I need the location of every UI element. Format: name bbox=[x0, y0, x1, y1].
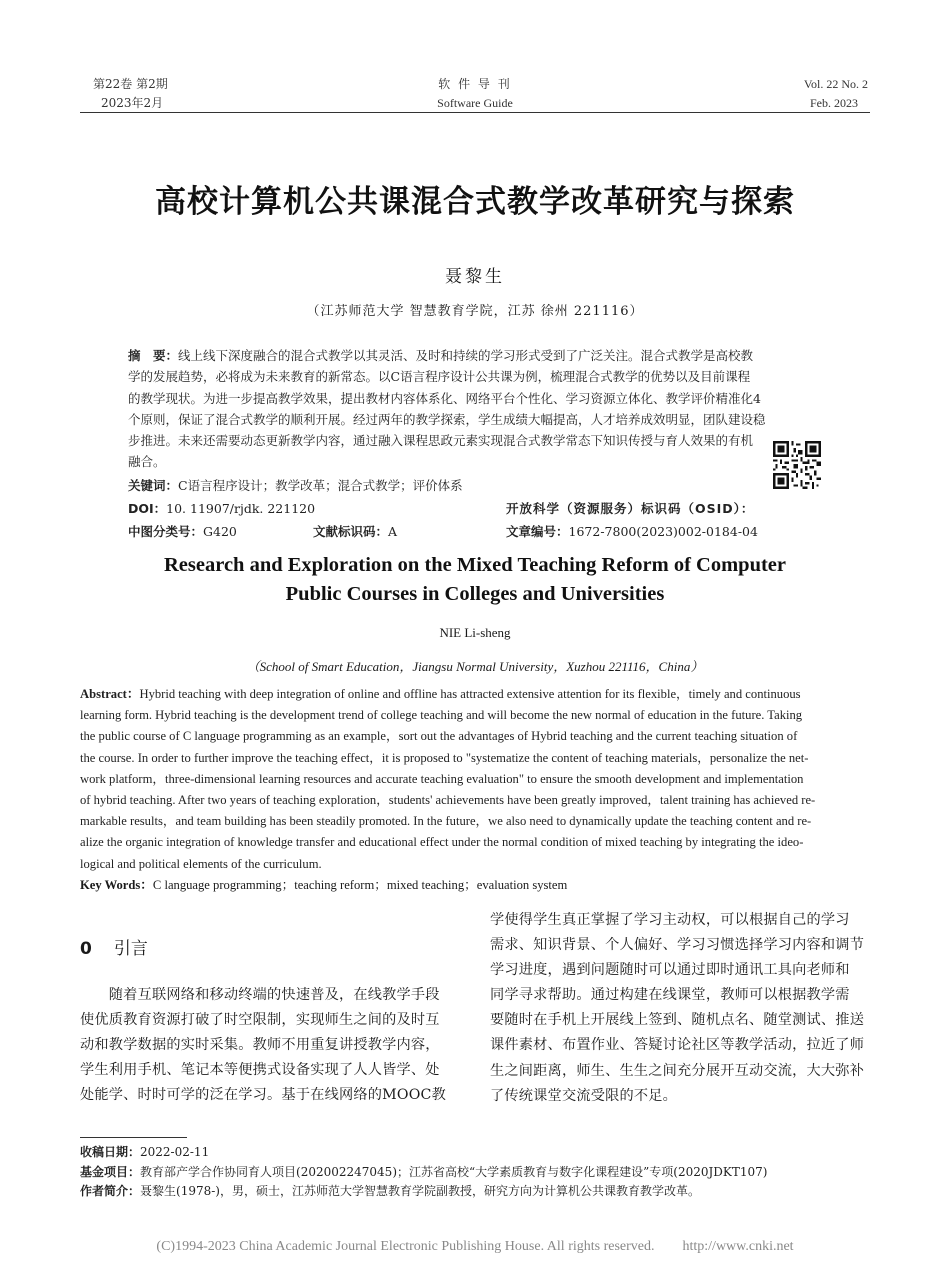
clc-label: 中图分类号： bbox=[128, 524, 204, 539]
keywords-en bbox=[80, 874, 870, 893]
footnote-rule bbox=[80, 1137, 187, 1138]
paper-title-en-line: Public Courses in Colleges and Universities bbox=[285, 583, 665, 605]
keywords-cn-label: 关键词： bbox=[128, 478, 179, 493]
abstract-cn-line: 的教学现状。为进一步提高教学效果，提出教材内容体系化、网络平台个性化、学习资源立体化、教学评价精准化4 bbox=[128, 390, 761, 406]
clc-number bbox=[128, 523, 237, 541]
abstract-en-line: alize the organic integration of knowledge transfer and educational effect under the normal condition of mixed teaching by integrating the ideo- bbox=[80, 835, 804, 850]
keywords-cn bbox=[128, 477, 463, 495]
footnotes bbox=[80, 1143, 870, 1202]
body-column-right bbox=[490, 908, 870, 1109]
abstract-cn-label: 摘 要： bbox=[128, 348, 179, 363]
abstract-en-line: the public course of C language programming as an example，sort out the advantages of Hybrid teaching and the current teaching situation of bbox=[80, 729, 798, 744]
abstract-cn bbox=[128, 345, 822, 473]
body-line: 处能学、时时可学的泛在学习。基于在线网络的MOOC教 bbox=[80, 1087, 446, 1104]
qr-code-icon bbox=[773, 441, 821, 489]
osid bbox=[506, 500, 754, 518]
author-en: NIE Li-sheng bbox=[439, 625, 511, 640]
affiliation-cn: （江苏师范大学 智慧教育学院，江苏 徐州 221116） bbox=[306, 304, 644, 319]
body-line: 课件素材、布置作业、答疑讨论社区等教学活动，拉近了师 bbox=[490, 1037, 865, 1054]
header-issue-cn: 第22卷 第2期 bbox=[93, 77, 168, 91]
keywords-cn-text: C语言程序设计；教学改革；混合式教学；评价体系 bbox=[178, 478, 463, 493]
body-line: 要随时在手机上开展线上签到、随机点名、随堂测试、推送 bbox=[490, 1012, 865, 1029]
body-line: 学生利用手机、笔记本等便携式设备实现了人人皆学、处 bbox=[80, 1062, 440, 1079]
abstract-en-line: Abstract：Hybrid teaching with deep integration of online and offline has attracted extensive attention for its flexible，timely and continuous bbox=[80, 687, 801, 701]
body-line: 生之间距离，师生、生生之间充分展开互动交流，大大弥补 bbox=[490, 1062, 865, 1079]
affiliation-en: （School of Smart Education，Jiangsu Normal University，Xuzhou 221116，China） bbox=[246, 659, 704, 674]
body-line: 了传统课堂交流受限的不足。 bbox=[490, 1087, 678, 1104]
doi-label: DOI： bbox=[128, 501, 167, 516]
abstract-cn-line: 步推进。未来还需要动态更新教学内容，通过融入课程思政元素实现混合式教学常态下知识传授与育人效果的有机 bbox=[128, 433, 754, 449]
body-line: 学习进度，遇到问题随时可以通过即时通讯工具向老师和 bbox=[490, 962, 850, 979]
document-code bbox=[313, 523, 397, 541]
body-line: 需求、知识背景、个人偏好、学习习惯选择学习内容和调节 bbox=[490, 937, 865, 954]
header-date-cn: 2023年2月 bbox=[101, 96, 164, 110]
section-number: 0 bbox=[80, 939, 92, 959]
section-heading bbox=[80, 934, 148, 959]
author-cn: 聂黎生 bbox=[445, 267, 505, 287]
body-line: 动和教学数据的实时采集。教师不用重复讲授教学内容， bbox=[80, 1037, 440, 1054]
abstract-cn-line: 学的发展趋势，必将成为未来教育的新常态。以C语言程序设计公共课为例，梳理混合式教学的优势以及目前课程 bbox=[128, 369, 751, 385]
keywords-en-text: C language programming；teaching reform；mixed teaching；evaluation system bbox=[152, 878, 568, 892]
copyright-line: (C)1994-2023 China Academic Journal Electronic Publishing House. All rights reserved. http://www.cnki.net bbox=[156, 1239, 794, 1254]
abstract-en-line: work platform，three-dimensional learning resources and accurate teaching evaluation" to ensure the smooth development and implementation bbox=[80, 771, 804, 786]
body-line: 同学寻求帮助。通过构建在线课堂，教师可以根据教学需 bbox=[490, 987, 850, 1004]
body-line: 随着互联网络和移动终端的快速普及，在线教学手段 bbox=[80, 987, 440, 1003]
paper-title-cn: 高校计算机公共课混合式教学改革研究与探索 bbox=[155, 184, 795, 220]
abstract-en-line: of hybrid teaching. After two years of teaching exploration，students' achievements have been greatly improved，talent training has achieved re- bbox=[80, 793, 816, 808]
article-number bbox=[506, 523, 758, 541]
header-date-en: Feb. 2023 bbox=[810, 96, 858, 110]
doc-code-label: 文献标识码： bbox=[313, 524, 389, 539]
body-line: 学使得学生真正掌握了学习主动权，可以根据自己的学习 bbox=[490, 912, 850, 928]
footnote-author-bio: 作者简介：聂黎生(1978-)，男，硕士，江苏师范大学智慧教育学院副教授，研究方向为计算机公共课教育教学改革。 bbox=[80, 1184, 700, 1198]
footnote-received: 收稿日期：2022-02-11 bbox=[80, 1145, 210, 1159]
abstract-en-label: Abstract： bbox=[80, 687, 140, 701]
clc-value: G420 bbox=[203, 524, 237, 539]
doi bbox=[128, 500, 315, 518]
paper-title-en-line: Research and Exploration on the Mixed Teaching Reform of Computer bbox=[163, 554, 786, 576]
abstract-en-line: markable results，and team building has been steadily promoted. In the future，we also need to dynamically update the teaching content and re- bbox=[80, 814, 812, 829]
osid-label: 开放科学（资源服务）标识码（OSID）： bbox=[506, 501, 755, 516]
article-no-value: 1672-7800(2023)002-0184-04 bbox=[568, 524, 758, 539]
body-column-left bbox=[80, 983, 460, 1108]
footnote-fund: 基金项目：教育部产学合作协同育人项目(202002247045)；江苏省高校“大学素质教育与数字化课程建设”专项(2020JDKT107) bbox=[80, 1164, 768, 1179]
abstract-cn-line: 融合。 bbox=[128, 454, 166, 470]
header-rule bbox=[80, 112, 870, 113]
section-title: 引言 bbox=[113, 939, 148, 959]
article-no-label: 文章编号： bbox=[506, 524, 569, 539]
doi-value: 10. 11907/rjdk. 221120 bbox=[166, 501, 316, 516]
body-line: 使优质教育资源打破了时空限制，实现师生之间的及时互 bbox=[80, 1012, 440, 1029]
abstract-en bbox=[80, 684, 870, 875]
abstract-en-line: learning form. Hybrid teaching is the development trend of college teaching and will become the new normal of education in the future. Taking bbox=[80, 708, 803, 723]
abstract-en-line: logical and political elements of the curriculum. bbox=[80, 856, 322, 871]
abstract-en-line: the course. In order to further improve the teaching effect，it is proposed to "systematize the content of teaching materials，personalize the net- bbox=[80, 750, 809, 765]
abstract-cn-line: 摘 要：线上线下深度融合的混合式教学以其灵活、及时和持续的学习形式受到了广泛关注。混合式教学是高校教 bbox=[128, 348, 754, 363]
doc-code-value: A bbox=[388, 524, 398, 539]
header-issue-en: Vol. 22 No. 2 bbox=[803, 77, 868, 91]
paper-title-en bbox=[0, 551, 950, 609]
header-journal-cn: 软 件 导 刊 bbox=[438, 77, 512, 91]
header-journal-en: Software Guide bbox=[437, 96, 513, 110]
keywords-en-label: Key Words： bbox=[80, 878, 153, 892]
abstract-cn-line: 个原则，保证了混合式教学的顺利开展。经过两年的教学探索，学生成绩大幅提高，人才培养成效明显，团队建设稳 bbox=[128, 411, 766, 427]
